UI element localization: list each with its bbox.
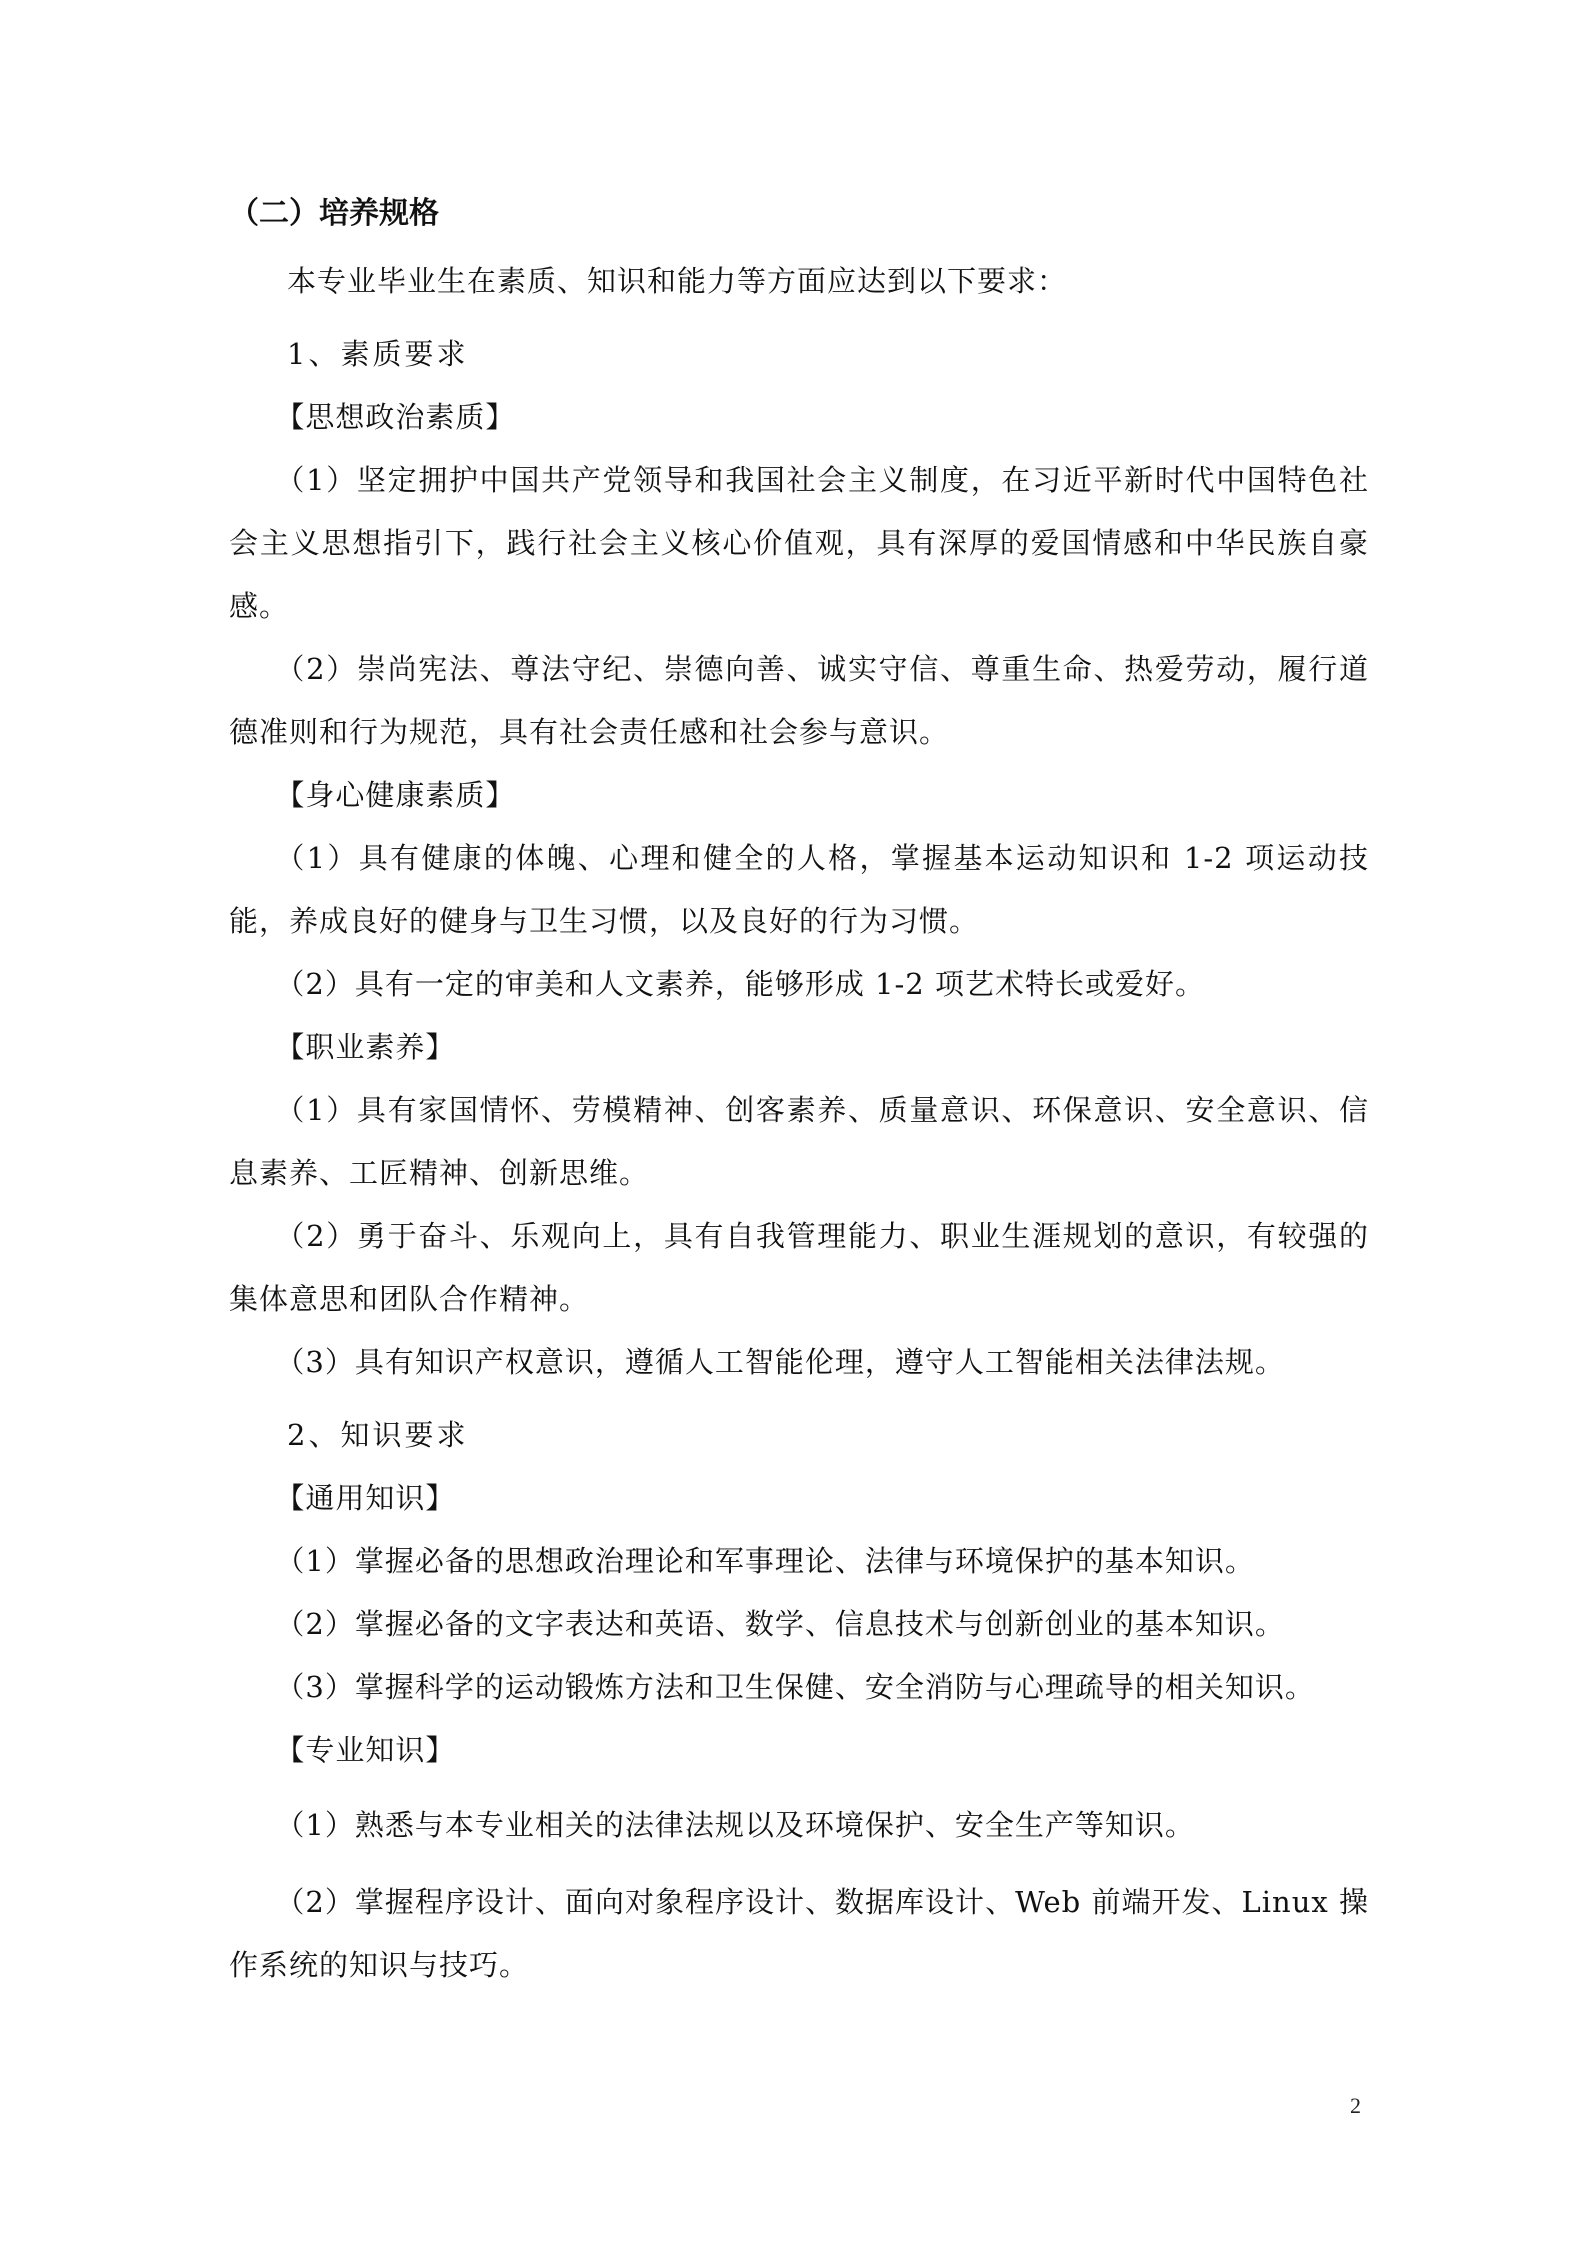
health-label: 【身心健康素质】	[275, 778, 516, 812]
general-knowledge-label: 【通用知识】	[275, 1481, 456, 1515]
knowledge-requirements-title: 2、知识要求	[287, 1418, 469, 1452]
general-knowledge-item-2: （2）掌握必备的文字表达和英语、数学、信息技术与创新创业的基本知识。	[275, 1607, 1285, 1641]
page-number: 2	[1350, 2093, 1361, 2118]
professional-item-2: （2）勇于奋斗、乐观向上，具有自我管理能力、职业生涯规划的意识，有较强的集体意思和团队合作精神。	[229, 1219, 1369, 1316]
general-knowledge-item-3: （3）掌握科学的运动锻炼方法和卫生保健、安全消防与心理疏导的相关知识。	[275, 1670, 1315, 1704]
health-item-1: （1）具有健康的体魄、心理和健全的人格，掌握基本运动知识和 1-2 项运动技能，养成良好的健身与卫生习惯，以及良好的行为习惯。	[229, 841, 1369, 938]
professional-item-1: （1）具有家国情怀、劳模精神、创客素养、质量意识、环保意识、安全意识、信息素养、工匠精神、创新思维。	[229, 1093, 1369, 1190]
health-item-2: （2）具有一定的审美和人文素养，能够形成 1-2 项艺术特长或爱好。	[275, 967, 1205, 1001]
specialty-knowledge-item-1: （1）熟悉与本专业相关的法律法规以及环境保护、安全生产等知识。	[275, 1808, 1195, 1842]
general-knowledge-item-1: （1）掌握必备的思想政治理论和军事理论、法律与环境保护的基本知识。	[275, 1544, 1255, 1578]
ideology-item-1: （1）坚定拥护中国共产党领导和我国社会主义制度，在习近平新时代中国特色社会主义思想指引下，践行社会主义核心价值观，具有深厚的爱国情感和中华民族自豪感。	[229, 463, 1369, 623]
section-heading: （二）培养规格	[229, 196, 439, 231]
ideology-label: 【思想政治素质】	[275, 400, 516, 434]
ideology-item-2: （2）崇尚宪法、尊法守纪、崇德向善、诚实守信、尊重生命、热爱劳动，履行道德准则和行为规范，具有社会责任感和社会参与意识。	[229, 652, 1369, 749]
quality-requirements-title: 1、素质要求	[287, 337, 469, 371]
specialty-knowledge-item-2: （2）掌握程序设计、面向对象程序设计、数据库设计、Web 前端开发、Linux 操作系统的知识与技巧。	[229, 1885, 1369, 1982]
specialty-knowledge-label: 【专业知识】	[275, 1733, 456, 1767]
page-content	[229, 186, 1369, 1997]
professional-item-3: （3）具有知识产权意识，遵循人工智能伦理，遵守人工智能相关法律法规。	[275, 1345, 1285, 1379]
professional-label: 【职业素养】	[275, 1030, 456, 1064]
intro-paragraph: 本专业毕业生在素质、知识和能力等方面应达到以下要求：	[287, 264, 1068, 298]
